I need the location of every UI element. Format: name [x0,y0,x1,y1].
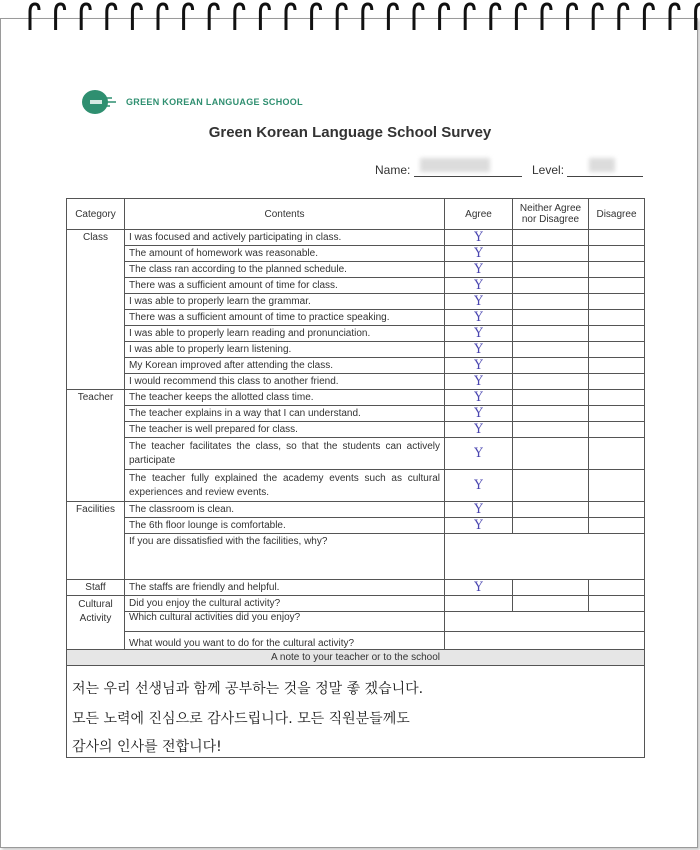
disagree-cell[interactable] [589,470,645,502]
header-disagree: Disagree [589,199,645,230]
agree-check[interactable]: Y [445,518,513,534]
facilities-item: The classroom is clean. [125,502,445,518]
neither-cell[interactable] [513,374,589,390]
binding-ring [132,4,141,30]
class-item: My Korean improved after attending the class. [125,358,445,374]
note-line: 모든 노력에 진심으로 감사드립니다. 모든 직원분들께도 [72,711,410,727]
disagree-cell[interactable] [589,310,645,326]
binding-ring [30,4,39,30]
teacher-item: The teacher is well prepared for class. [125,422,445,438]
neither-cell[interactable] [513,518,589,534]
teacher-item: The teacher facilitates the class, so that the students can actively participate [125,438,445,470]
binding-ring [312,4,321,30]
facilities-question: If you are dissatisfied with the facilities, why? [125,534,445,580]
binding-ring [619,4,628,30]
agree-check[interactable]: Y [445,580,513,596]
class-item: The amount of homework was reasonable. [125,246,445,262]
header-neither: Neither Agree nor Disagree [513,199,589,230]
binding-ring [184,4,193,30]
binding-ring [516,4,525,30]
binding-ring [542,4,551,30]
note-line: 저는 우리 선생님과 함께 공부하는 것을 정말 좋 겠습니다. [72,681,424,697]
agree-check[interactable]: Y [445,326,513,342]
level-label: Level: [532,163,565,177]
neither-cell[interactable] [513,390,589,406]
neither-cell[interactable] [513,406,589,422]
binding-ring [158,4,167,30]
category-staff: Staff [67,580,125,596]
level-line [567,164,643,177]
cultural-question: What would you want to do for the cultural activity? [125,632,445,650]
binding-ring [568,4,577,30]
name-label: Name: [375,163,411,177]
neither-cell[interactable] [513,294,589,310]
category-teacher: Teacher [67,390,125,502]
cultural-question: Which cultural activities did you enjoy? [125,612,445,632]
agree-check[interactable]: Y [445,390,513,406]
binding-ring [81,4,90,30]
category-cultural: Cultural Activity [67,596,125,650]
disagree-cell[interactable] [589,342,645,358]
neither-cell[interactable] [513,580,589,596]
agree-check[interactable]: Y [445,294,513,310]
neither-cell[interactable] [513,278,589,294]
agree-check[interactable]: Y [445,310,513,326]
name-line [414,164,522,177]
teacher-item: The teacher explains in a way that I can understand. [125,406,445,422]
disagree-cell[interactable] [589,518,645,534]
disagree-cell[interactable] [589,596,645,612]
agree-check[interactable]: Y [445,438,513,470]
class-item: I was focused and actively participating in class. [125,230,445,246]
note-line: 감사의 인사를 전합니다! [72,739,222,755]
category-facilities: Facilities [67,502,125,580]
disagree-cell[interactable] [589,230,645,246]
facilities-item: The 6th floor lounge is comfortable. [125,518,445,534]
neither-cell[interactable] [513,422,589,438]
binding-ring [209,4,218,30]
binding-ring [670,4,679,30]
binding-ring [107,4,116,30]
binding-ring [286,4,295,30]
level-field[interactable] [532,163,643,177]
neither-cell[interactable] [513,342,589,358]
agree-check[interactable]: Y [445,406,513,422]
binding-ring [465,4,474,30]
handwritten-note [66,668,644,758]
agree-check[interactable]: Y [445,470,513,502]
page-title: Green Korean Language School Survey [208,124,492,141]
agree-check[interactable]: Y [445,262,513,278]
class-item: I was able to properly learn reading and pronunciation. [125,326,445,342]
spiral-binding [0,0,700,40]
neither-cell[interactable] [513,262,589,278]
disagree-cell[interactable] [589,374,645,390]
neither-cell[interactable] [513,230,589,246]
agree-check[interactable]: Y [445,342,513,358]
disagree-cell[interactable] [589,294,645,310]
neither-cell[interactable] [513,438,589,470]
disagree-cell[interactable] [589,278,645,294]
disagree-cell[interactable] [589,580,645,596]
header-category: Category [67,199,125,230]
class-item: I was able to properly learn listening. [125,342,445,358]
school-logo-icon [82,88,124,116]
disagree-cell[interactable] [589,422,645,438]
binding-ring [235,4,244,30]
binding-ring [696,4,700,30]
agree-check[interactable]: Y [445,374,513,390]
binding-ring [644,4,653,30]
class-item: I would recommend this class to another friend. [125,374,445,390]
neither-cell[interactable] [513,246,589,262]
name-field[interactable] [375,163,522,177]
header-agree: Agree [445,199,513,230]
binding-ring [337,4,346,30]
neither-cell[interactable] [513,470,589,502]
class-item: The class ran according to the planned schedule. [125,262,445,278]
cultural-item: Did you enjoy the cultural activity? [125,596,445,612]
agree-cell[interactable] [445,596,513,612]
agree-check[interactable]: Y [445,502,513,518]
disagree-cell[interactable] [589,438,645,470]
agree-check[interactable]: Y [445,246,513,262]
disagree-cell[interactable] [589,390,645,406]
neither-cell[interactable] [513,358,589,374]
neither-cell[interactable] [513,310,589,326]
neither-cell[interactable] [513,502,589,518]
neither-cell[interactable] [513,326,589,342]
header-contents: Contents [125,199,445,230]
agree-check[interactable]: Y [445,230,513,246]
disagree-cell[interactable] [589,502,645,518]
class-item: There was a sufficient amount of time for class. [125,278,445,294]
disagree-cell[interactable] [589,406,645,422]
facilities-answer[interactable] [445,534,645,580]
note-header: A note to your teacher or to the school [67,650,645,666]
agree-check[interactable]: Y [445,422,513,438]
disagree-cell[interactable] [589,246,645,262]
staff-item: The staffs are friendly and helpful. [125,580,445,596]
binding-ring [593,4,602,30]
category-class: Class [67,230,125,390]
agree-check[interactable]: Y [445,358,513,374]
binding-ring [414,4,423,30]
disagree-cell[interactable] [589,326,645,342]
school-name: GREEN KOREAN LANGUAGE SCHOOL [126,97,303,107]
teacher-item: The teacher keeps the allotted class time. [125,390,445,406]
cultural-answer[interactable] [445,612,645,632]
disagree-cell[interactable] [589,358,645,374]
binding-ring [388,4,397,30]
teacher-item: The teacher fully explained the academy events such as cultural experiences and review events. [125,470,445,502]
cultural-answer[interactable] [445,632,645,650]
class-item: There was a sufficient amount of time to practice speaking. [125,310,445,326]
binding-ring [260,4,269,30]
binding-ring [56,4,65,30]
disagree-cell[interactable] [589,262,645,278]
binding-ring [440,4,449,30]
binding-ring [363,4,372,30]
agree-check[interactable]: Y [445,278,513,294]
neither-cell[interactable] [513,596,589,612]
binding-ring [491,4,500,30]
class-item: I was able to properly learn the grammar. [125,294,445,310]
